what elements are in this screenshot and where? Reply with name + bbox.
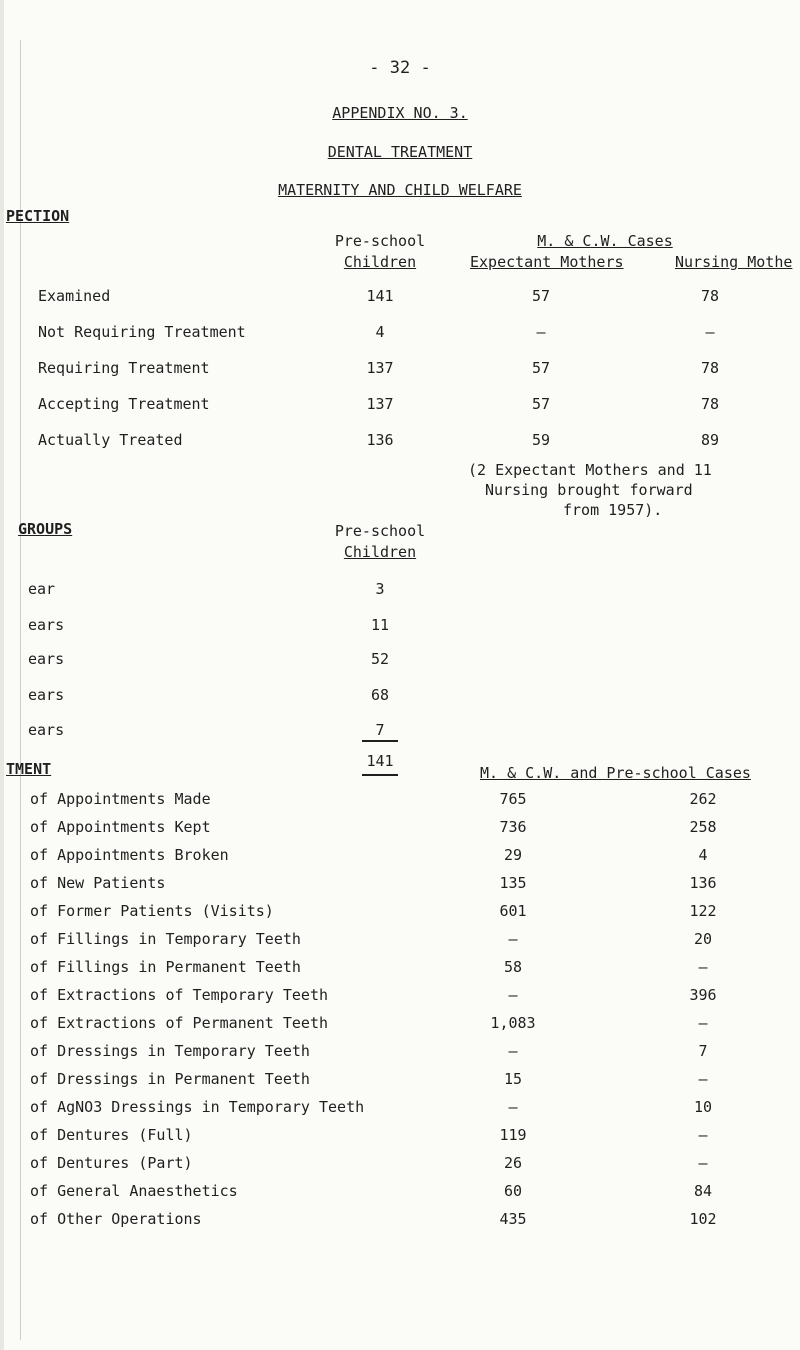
mcw-value: – bbox=[508, 986, 518, 1004]
binding-edge bbox=[0, 0, 4, 1350]
nursing-value: 78 bbox=[700, 395, 720, 413]
subtitle-maternity: MATERNITY AND CHILD WELFARE bbox=[278, 181, 522, 199]
row-label: of Dressings in Temporary Teeth bbox=[30, 1042, 310, 1060]
row-label: of Other Operations bbox=[30, 1210, 202, 1228]
mcw-value: 58 bbox=[503, 958, 523, 976]
subtitle-dental-treatment: DENTAL TREATMENT bbox=[327, 143, 473, 161]
preschool-value: 4 bbox=[698, 846, 708, 864]
preschool-value: 3 bbox=[375, 580, 385, 598]
preschool-value: 262 bbox=[689, 790, 717, 808]
row-label: of Former Patients (Visits) bbox=[30, 902, 274, 920]
row-label: of Appointments Made bbox=[30, 790, 211, 808]
section1-note-line2: Nursing brought forward bbox=[485, 481, 693, 499]
mcw-value: 765 bbox=[499, 790, 527, 808]
preschool-value: 20 bbox=[693, 930, 713, 948]
preschool-value: 136 bbox=[366, 431, 394, 449]
section1-col-preschool-line1: Pre-school bbox=[334, 232, 426, 250]
section1-col-nursing: Nursing Mothe bbox=[675, 253, 793, 271]
preschool-value: 258 bbox=[689, 818, 717, 836]
preschool-value: 52 bbox=[370, 650, 390, 668]
mcw-value: 601 bbox=[499, 902, 527, 920]
row-label: Accepting Treatment bbox=[38, 395, 210, 413]
preschool-value: 137 bbox=[366, 359, 394, 377]
row-label: of Extractions of Permanent Teeth bbox=[30, 1014, 329, 1032]
mcw-value: – bbox=[508, 1042, 518, 1060]
section1-note-line1: (2 Expectant Mothers and 11 bbox=[468, 461, 712, 479]
row-label: Requiring Treatment bbox=[38, 359, 210, 377]
mcw-value: – bbox=[508, 930, 518, 948]
row-label: ears bbox=[28, 721, 65, 739]
mcw-value: 29 bbox=[503, 846, 523, 864]
section3-col-header: M. & C.W. and Pre-school Cases bbox=[480, 764, 751, 782]
mcw-value: 135 bbox=[499, 874, 527, 892]
section1-col-preschool-line2: Children bbox=[343, 253, 417, 271]
nursing-value: 89 bbox=[700, 431, 720, 449]
preschool-value: 4 bbox=[375, 323, 385, 341]
preschool-value: 396 bbox=[689, 986, 717, 1004]
mcw-value: – bbox=[508, 1098, 518, 1116]
row-label: Actually Treated bbox=[38, 431, 183, 449]
mcw-value: 119 bbox=[499, 1126, 527, 1144]
preschool-value: 136 bbox=[689, 874, 717, 892]
row-label: of General Anaesthetics bbox=[30, 1182, 238, 1200]
preschool-value: 7 bbox=[698, 1042, 708, 1060]
page-number: - 32 - bbox=[369, 58, 431, 78]
total-rule-top bbox=[362, 740, 398, 742]
appendix-title: APPENDIX NO. 3. bbox=[332, 104, 468, 122]
expectant-value: 57 bbox=[531, 359, 551, 377]
preschool-value: 84 bbox=[693, 1182, 713, 1200]
row-label: of Appointments Broken bbox=[30, 846, 229, 864]
nursing-value: 78 bbox=[700, 359, 720, 377]
row-label: ears bbox=[28, 686, 65, 704]
row-label: ears bbox=[28, 650, 65, 668]
mcw-value: 60 bbox=[503, 1182, 523, 1200]
preschool-value: 68 bbox=[370, 686, 390, 704]
row-label: Not Requiring Treatment bbox=[38, 323, 246, 341]
row-label: of Fillings in Permanent Teeth bbox=[30, 958, 301, 976]
row-label: ear bbox=[28, 580, 56, 598]
section2-label: GROUPS bbox=[18, 520, 73, 538]
preschool-value: – bbox=[698, 1126, 708, 1144]
preschool-value: 122 bbox=[689, 902, 717, 920]
row-label: of Dressings in Permanent Teeth bbox=[30, 1070, 310, 1088]
section1-note-line3: from 1957). bbox=[563, 501, 663, 519]
preschool-value: – bbox=[698, 958, 708, 976]
preschool-value: – bbox=[698, 1154, 708, 1172]
section1-col-expectant: Expectant Mothers bbox=[470, 253, 624, 271]
row-label: of AgNO3 Dressings in Temporary Teeth bbox=[30, 1098, 365, 1116]
preschool-value: – bbox=[698, 1070, 708, 1088]
row-label: Examined bbox=[38, 287, 111, 305]
preschool-value: – bbox=[698, 1014, 708, 1032]
row-label: of Dentures (Full) bbox=[30, 1126, 193, 1144]
row-label: of Extractions of Temporary Teeth bbox=[30, 986, 329, 1004]
section2-total: 141 bbox=[366, 752, 394, 770]
preschool-value: 7 bbox=[375, 721, 385, 739]
preschool-value: 11 bbox=[370, 616, 390, 634]
preschool-value: 10 bbox=[693, 1098, 713, 1116]
section1-col-mcw: M. & C.W. Cases bbox=[537, 232, 673, 250]
row-label: of Fillings in Temporary Teeth bbox=[30, 930, 301, 948]
row-label: ears bbox=[28, 616, 65, 634]
preschool-value: 102 bbox=[689, 1210, 717, 1228]
preschool-value: 141 bbox=[366, 287, 394, 305]
preschool-value: 137 bbox=[366, 395, 394, 413]
expectant-value: – bbox=[536, 323, 546, 341]
mcw-value: 435 bbox=[499, 1210, 527, 1228]
total-rule-bottom bbox=[362, 774, 398, 776]
row-label: of Appointments Kept bbox=[30, 818, 211, 836]
mcw-value: 26 bbox=[503, 1154, 523, 1172]
mcw-value: 736 bbox=[499, 818, 527, 836]
expectant-value: 57 bbox=[531, 395, 551, 413]
expectant-value: 57 bbox=[531, 287, 551, 305]
row-label: of New Patients bbox=[30, 874, 166, 892]
mcw-value: 15 bbox=[503, 1070, 523, 1088]
section1-label: PECTION bbox=[6, 207, 70, 225]
expectant-value: 59 bbox=[531, 431, 551, 449]
margin-line bbox=[20, 40, 21, 1340]
section3-label: TMENT bbox=[6, 760, 52, 778]
mcw-value: 1,083 bbox=[490, 1014, 536, 1032]
section2-col-preschool-line2: Children bbox=[343, 543, 417, 561]
section2-col-preschool-line1: Pre-school bbox=[334, 522, 426, 540]
nursing-value: – bbox=[705, 323, 715, 341]
nursing-value: 78 bbox=[700, 287, 720, 305]
row-label: of Dentures (Part) bbox=[30, 1154, 193, 1172]
